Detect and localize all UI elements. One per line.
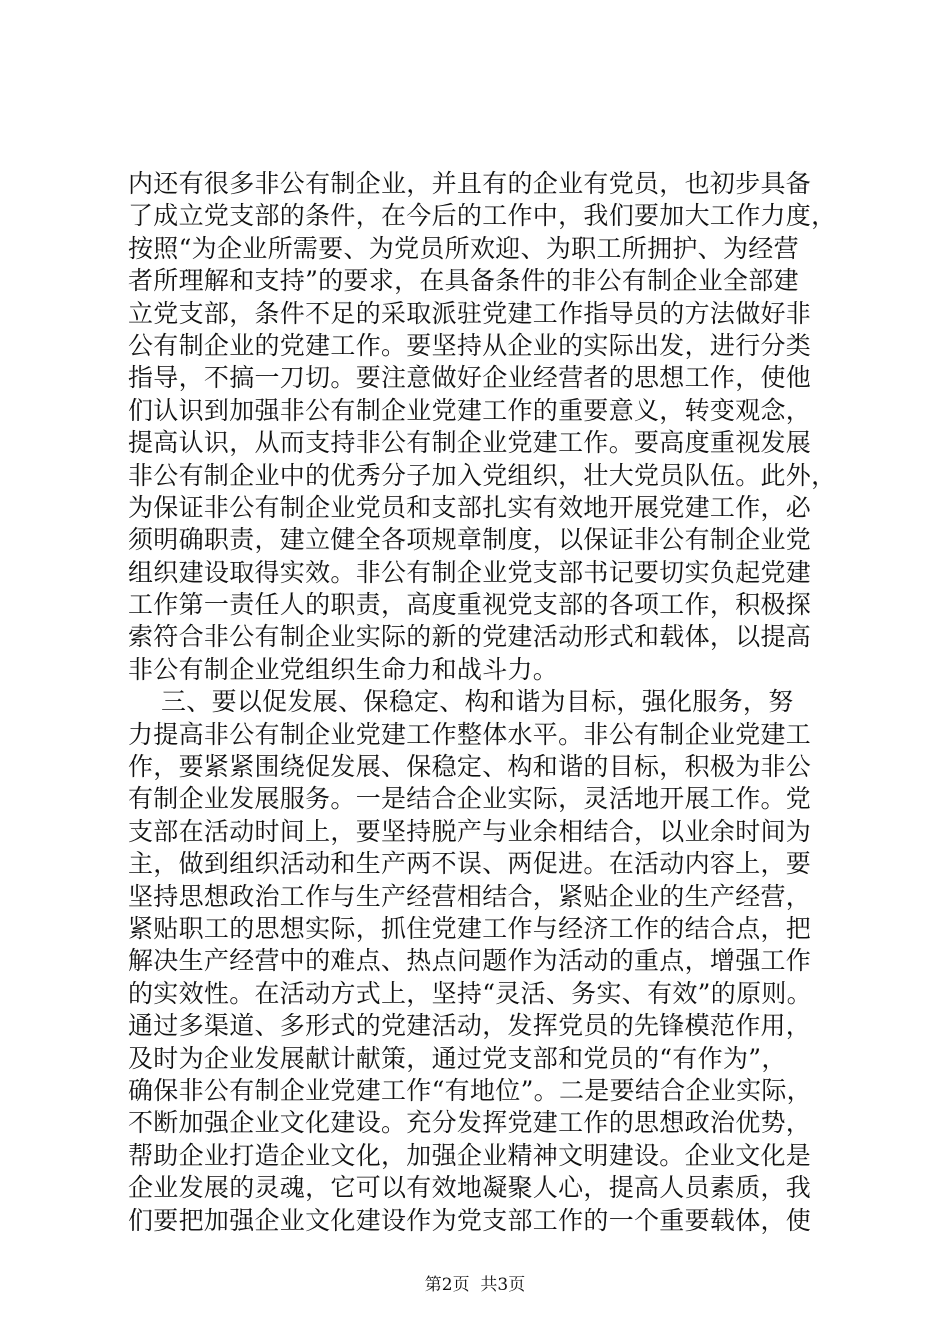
text-line: 紧贴职工的思想实际，抓住党建工作与经济工作的结合点，把 xyxy=(128,913,812,943)
text-line: 指导，不搞一刀切。要注意做好企业经营者的思想工作，使他 xyxy=(128,363,812,393)
text-line: 们认识到加强非公有制企业党建工作的重要意义，转变观念， xyxy=(128,395,812,425)
text-line: 帮助企业打造企业文化，加强企业精神文明建设。企业文化是 xyxy=(128,1140,812,1170)
text-line: 坚持思想政治工作与生产经营相结合，紧贴企业的生产经营， xyxy=(128,881,812,911)
text-line: 支部在活动时间上，要坚持脱产与业余相结合，以业余时间为 xyxy=(128,816,812,846)
text-line: 公有制企业的党建工作。要坚持从企业的实际出发，进行分类 xyxy=(128,330,812,360)
text-line: 非公有制企业中的优秀分子加入党组织，壮大党员队伍。此外， xyxy=(128,460,837,490)
text-line: 立党支部，条件不足的采取派驻党建工作指导员的方法做好非 xyxy=(128,298,812,328)
text-line: 力提高非公有制企业党建工作整体水平。非公有制企业党建工 xyxy=(128,719,812,749)
text-line: 主，做到组织活动和生产两不误、两促进。在活动内容上，要 xyxy=(128,849,812,879)
text-line: 确保非公有制企业党建工作“有地位”。二是要结合企业实际， xyxy=(128,1075,812,1105)
body-text xyxy=(128,168,848,1237)
text-line: 者所理解和支持”的要求，在具备条件的非公有制企业全部建 xyxy=(128,266,799,296)
text-line: 了成立党支部的条件，在今后的工作中，我们要加大工作力度， xyxy=(128,201,837,231)
text-line: 及时为企业发展献计献策，通过党支部和党员的“有作为”， xyxy=(128,1043,787,1073)
text-line: 通过多渠道、多形式的党建活动，发挥党员的先锋模范作用， xyxy=(128,1011,812,1041)
text-line: 作，要紧紧围绕促发展、保稳定、构和谐的目标，积极为非公 xyxy=(128,752,812,782)
text-line: 索符合非公有制企业实际的新的党建活动形式和载体，以提高 xyxy=(128,622,812,652)
text-line: 不断加强企业文化建设。充分发挥党建工作的思想政治优势， xyxy=(128,1108,812,1138)
text-line: 工作第一责任人的职责，高度重视党支部的各项工作，积极探 xyxy=(128,590,812,620)
text-line: 们要把加强企业文化建设作为党支部工作的一个重要载体，使 xyxy=(128,1205,812,1235)
text-line: 提高认识，从而支持非公有制企业党建工作。要高度重视发展 xyxy=(128,428,812,458)
text-line: 按照“为企业所需要、为党员所欢迎、为职工所拥护、为经营 xyxy=(128,233,799,263)
page-number-footer: 第2页 共3页 xyxy=(424,1275,526,1295)
text-line: 解决生产经营中的难点、热点问题作为活动的重点，增强工作 xyxy=(128,946,812,976)
text-line: 组织建设取得实效。非公有制企业党支部书记要切实负起党建 xyxy=(128,557,812,587)
text-line: 内还有很多非公有制企业，并且有的企业有党员，也初步具备 xyxy=(128,169,812,198)
text-line: 为保证非公有制企业党员和支部扎实有效地开展党建工作，必 xyxy=(128,492,812,522)
section-heading-line: 三、要以促发展、保稳定、构和谐为目标，强化服务，努 xyxy=(128,687,794,717)
text-line: 企业发展的灵魂，它可以有效地凝聚人心，提高人员素质，我 xyxy=(128,1173,812,1203)
text-line: 有制企业发展服务。一是结合企业实际，灵活地开展工作。党 xyxy=(128,784,812,814)
text-line: 须明确职责，建立健全各项规章制度，以保证非公有制企业党 xyxy=(128,525,812,555)
text-line: 非公有制企业党组织生命力和战斗力。 xyxy=(128,654,559,684)
text-line: 的实效性。在活动方式上，坚持“灵活、务实、有效”的原则。 xyxy=(128,978,812,1008)
